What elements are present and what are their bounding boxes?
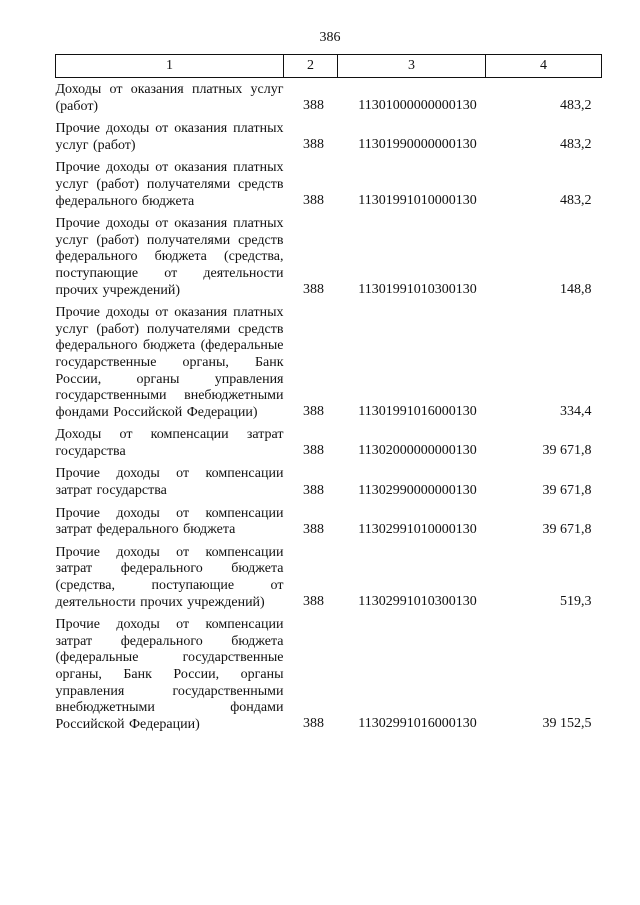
row-kbk: 11301991010000130 xyxy=(358,193,477,209)
table-row xyxy=(56,423,602,462)
row-amount: 519,3 xyxy=(560,594,592,610)
row-name: Прочие доходы от оказания платных услуг (работ) получателями средств федерального бюджета xyxy=(55,160,284,209)
table-row xyxy=(56,613,602,735)
row-name: Прочие доходы от компенсации затрат федерального бюджета (федеральные государственные органы, Банк России, органы управления государственными внебюджетными фондами Российской Федерации) xyxy=(55,617,284,732)
row-name: Прочие доходы от оказания платных услуг (работ) получателями средств федерального бюджета (средства, поступающие от деятельности прочих учреждений) xyxy=(55,216,284,298)
row-kbk: 11302991016000130 xyxy=(358,716,477,732)
table-row xyxy=(56,301,602,423)
row-kbk: 11302990000000130 xyxy=(358,482,477,498)
row-code: 388 xyxy=(303,521,324,537)
row-amount: 39 152,5 xyxy=(542,716,592,732)
page-number: 386 xyxy=(319,30,341,45)
row-name: Прочие доходы от компенсации затрат федерального бюджета xyxy=(55,505,284,538)
row-name: Прочие доходы от компенсации затрат федерального бюджета (средства, поступающие от деятельности прочих учреждений) xyxy=(55,544,284,610)
column-header-name: 1 xyxy=(56,55,284,78)
row-kbk: 11301990000000130 xyxy=(358,137,477,153)
column-header-amount: 4 xyxy=(486,55,602,78)
row-kbk: 11302991010000130 xyxy=(358,521,477,537)
row-name: Доходы от оказания платных услуг (работ) xyxy=(55,82,284,114)
row-code: 388 xyxy=(303,594,324,610)
row-name: Прочие доходы от компенсации затрат государства xyxy=(55,466,284,499)
row-kbk: 11301991016000130 xyxy=(358,404,477,420)
row-amount: 334,4 xyxy=(560,404,592,420)
row-name: Прочие доходы от оказания платных услуг (работ) xyxy=(55,121,284,153)
column-header-code: 2 xyxy=(284,55,338,78)
table-row xyxy=(56,78,602,118)
table-row xyxy=(56,212,602,301)
row-amount: 148,8 xyxy=(560,282,592,298)
row-kbk: 11301991010300130 xyxy=(358,282,477,298)
table-row xyxy=(56,462,602,501)
row-kbk: 11302991010300130 xyxy=(358,594,477,610)
row-name: Прочие доходы от оказания платных услуг (работ) получателями средств федерального бюджета (федеральные государственные органы, Банк России, органы управления государственными внебюджетными фондами Российской Федерации) xyxy=(55,305,284,420)
column-header-kbk: 3 xyxy=(338,55,486,78)
table-header xyxy=(56,55,602,78)
row-amount: 483,2 xyxy=(560,98,592,114)
row-amount: 483,2 xyxy=(560,193,592,209)
header-row xyxy=(56,55,602,78)
row-amount: 39 671,8 xyxy=(542,482,592,498)
row-amount: 483,2 xyxy=(560,137,592,153)
table-row xyxy=(56,541,602,613)
row-amount: 39 671,8 xyxy=(542,521,592,537)
row-kbk: 11302000000000130 xyxy=(358,443,477,459)
row-kbk: 11301000000000130 xyxy=(358,98,477,114)
table-row xyxy=(56,502,602,541)
table-row xyxy=(56,156,602,212)
table-row xyxy=(56,117,602,156)
row-code: 388 xyxy=(303,193,324,209)
row-code: 388 xyxy=(303,482,324,498)
revenue-table xyxy=(55,54,602,735)
row-name: Доходы от компенсации затрат государства xyxy=(55,427,284,459)
row-code: 388 xyxy=(303,137,324,153)
row-code: 388 xyxy=(303,443,324,459)
row-amount: 39 671,8 xyxy=(542,443,592,459)
row-code: 388 xyxy=(303,716,324,732)
row-code: 388 xyxy=(303,404,324,420)
row-code: 388 xyxy=(303,98,324,114)
table-body xyxy=(56,78,602,736)
row-code: 388 xyxy=(303,282,324,298)
